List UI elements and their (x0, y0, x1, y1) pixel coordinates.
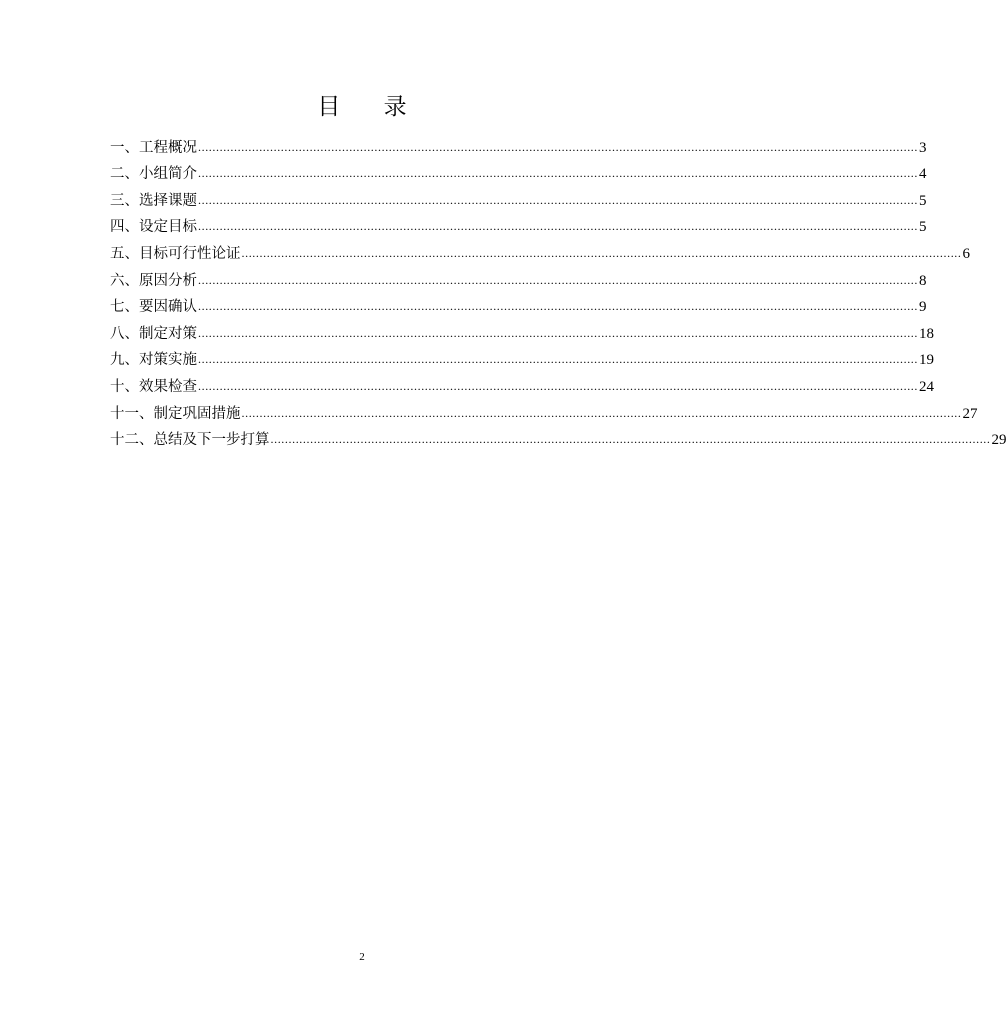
toc-leader-dots: ........................................................................................................................................................................................................ (198, 378, 918, 393)
toc-entry-page: 5 (919, 219, 927, 236)
toc-entry-label: 七、要因确认 (110, 299, 197, 316)
toc-entry[interactable] (110, 158, 927, 185)
toc-entry[interactable] (110, 370, 934, 397)
toc-leader-dots: ........................................................................................................................................................................................................ (241, 405, 962, 420)
toc-entry-label: 八、制定对策 (110, 325, 197, 342)
toc-entry-label: 十一、制定巩固措施 (110, 405, 241, 422)
toc-entry-label: 二、小组简介 (110, 166, 197, 183)
toc-leader-dots: ........................................................................................................................................................................................................ (198, 166, 918, 181)
toc-entry[interactable] (110, 424, 1007, 451)
toc-entry[interactable] (110, 184, 927, 211)
toc-entry-page: 8 (919, 272, 927, 289)
toc-entry-page: 5 (919, 192, 927, 209)
toc-leader-dots: ........................................................................................................................................................................................................ (198, 299, 918, 314)
toc-leader-dots: ........................................................................................................................................................................................................ (241, 245, 962, 260)
toc-leader-dots: ........................................................................................................................................................................................................ (270, 432, 991, 447)
toc-entry-label: 四、设定目标 (110, 219, 197, 236)
toc-entry-page: 18 (919, 325, 934, 342)
toc-leader-dots: ........................................................................................................................................................................................................ (198, 325, 918, 340)
toc-entry-label: 十、效果检查 (110, 378, 197, 395)
toc-entry-page: 27 (962, 405, 978, 422)
toc-entry-page: 19 (919, 352, 934, 369)
toc-list (110, 131, 1007, 450)
toc-entry-label: 九、对策实施 (110, 352, 197, 369)
toc-leader-dots: ........................................................................................................................................................................................................ (198, 272, 918, 287)
toc-entry[interactable] (110, 397, 978, 424)
toc-leader-dots: ........................................................................................................................................................................................................ (198, 139, 918, 154)
toc-entry[interactable] (110, 237, 970, 264)
toc-leader-dots: ........................................................................................................................................................................................................ (198, 219, 918, 234)
toc-entry-label: 十二、总结及下一步打算 (110, 432, 270, 449)
toc-entry[interactable] (110, 131, 927, 158)
toc-entry-page: 4 (919, 166, 927, 183)
toc-entry[interactable] (110, 211, 927, 238)
page-number: 2 (359, 951, 365, 963)
toc-entry-page: 29 (991, 432, 1007, 449)
toc-leader-dots: ........................................................................................................................................................................................................ (198, 352, 918, 367)
toc-entry[interactable] (110, 291, 927, 318)
toc-entry-label: 六、原因分析 (110, 272, 197, 289)
toc-entry-page: 9 (919, 299, 927, 316)
toc-entry-page: 6 (962, 245, 970, 262)
toc-entry[interactable] (110, 344, 934, 371)
toc-leader-dots: ........................................................................................................................................................................................................ (198, 192, 918, 207)
toc-entry-page: 3 (919, 139, 927, 156)
toc-entry[interactable] (110, 317, 934, 344)
toc-entry-label: 一、工程概况 (110, 139, 197, 156)
toc-title: 目 录 (317, 94, 425, 120)
toc-entry[interactable] (110, 264, 927, 291)
toc-entry-page: 24 (919, 378, 934, 395)
toc-entry-label: 五、目标可行性论证 (110, 245, 241, 262)
toc-entry-label: 三、选择课题 (110, 192, 197, 209)
